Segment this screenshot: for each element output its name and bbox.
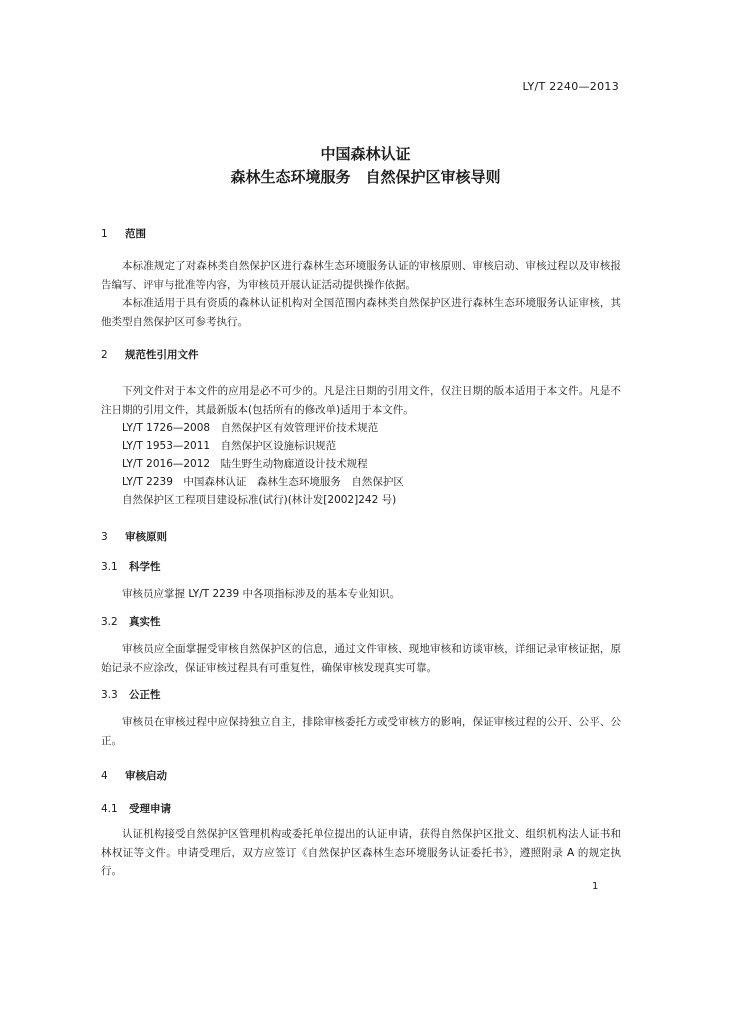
reference-item: LY/T 1726—2008 自然保护区有效管理评价技术规范 bbox=[122, 422, 379, 434]
section-1-paragraph-2: 本标准适用于具有资质的森林认证机构对全国范围内森林类自然保护区进行森林生态环境服务认证审核，其他类型自然保护区可参考执行。 bbox=[101, 297, 621, 328]
section-2-paragraph: 下列文件对于本文件的应用是必不可少的。凡是注日期的引用文件，仅注日期的版本适用于本文件。凡是不注日期的引用文件，其最新版本(包括所有的修改单)适用于本文件。 bbox=[101, 385, 621, 416]
title-line-1: 中国森林认证 bbox=[320, 145, 411, 163]
section-title: 审核启动 bbox=[125, 770, 167, 782]
section-3-3-heading bbox=[101, 686, 161, 705]
subsection-number: 4.1 bbox=[101, 803, 118, 815]
section-number: 2 bbox=[101, 349, 108, 361]
section-3-heading bbox=[101, 528, 167, 547]
subsection-title: 公正性 bbox=[129, 689, 161, 701]
reference-item: 自然保护区工程项目建设标准(试行)(林计发[2002]242 号) bbox=[122, 494, 397, 506]
subsection-number: 3.1 bbox=[101, 561, 118, 573]
title-line-2: 森林生态环境服务 自然保护区审核导则 bbox=[230, 168, 501, 186]
section-4-heading bbox=[101, 767, 167, 786]
section-title: 审核原则 bbox=[125, 531, 167, 543]
section-3-2-paragraph: 审核员应全面掌握受审核自然保护区的信息，通过文件审核、现地审核和访谈审核，详细记录审核证据，原始记录不应涂改，保证审核过程具有可重复性，确保审核发现真实可靠。 bbox=[101, 643, 621, 674]
section-number: 1 bbox=[101, 228, 108, 240]
page-number: 1 bbox=[592, 881, 599, 892]
standard-number: LY/T 2240—2013 bbox=[522, 80, 619, 93]
section-4-1-heading bbox=[101, 800, 171, 819]
subsection-number: 3.3 bbox=[101, 689, 118, 701]
section-title: 范围 bbox=[125, 228, 146, 240]
section-3-1-paragraph: 审核员应掌握 LY/T 2239 中各项指标涉及的基本专业知识。 bbox=[122, 588, 401, 600]
subsection-title: 真实性 bbox=[129, 616, 161, 628]
section-2-heading bbox=[101, 346, 199, 365]
section-title: 规范性引用文件 bbox=[125, 349, 199, 361]
section-1-paragraph-1: 本标准规定了对森林类自然保护区进行森林生态环境服务认证的审核原则、审核启动、审核过程以及审核报告编写、评审与批准等内容，为审核员开展认证活动提供操作依据。 bbox=[101, 260, 621, 291]
reference-item: LY/T 1953—2011 自然保护区设施标识规范 bbox=[122, 440, 337, 452]
section-4-1-paragraph: 认证机构接受自然保护区管理机构或委托单位提出的认证申请，获得自然保护区批文、组织机构法人证书和林权证等文件。申请受理后，双方应签订《自然保护区森林生态环境服务认证委托书》，遵照附录 A 的规定执行。 bbox=[101, 828, 621, 877]
subsection-title: 受理申请 bbox=[129, 803, 171, 815]
section-3-2-heading bbox=[101, 613, 161, 632]
section-3-3-paragraph: 审核员在审核过程中应保持独立自主，排除审核委托方或受审核方的影响，保证审核过程的公开、公平、公正。 bbox=[101, 716, 621, 747]
reference-item: LY/T 2239 中国森林认证 森林生态环境服务 自然保护区 bbox=[122, 476, 404, 488]
section-number: 4 bbox=[101, 770, 108, 782]
subsection-number: 3.2 bbox=[101, 616, 118, 628]
subsection-title: 科学性 bbox=[129, 561, 161, 573]
section-1-heading bbox=[101, 225, 146, 244]
section-number: 3 bbox=[101, 531, 108, 543]
section-3-1-heading bbox=[101, 558, 161, 577]
reference-item: LY/T 2016—2012 陆生野生动物廊道设计技术规程 bbox=[122, 458, 368, 470]
